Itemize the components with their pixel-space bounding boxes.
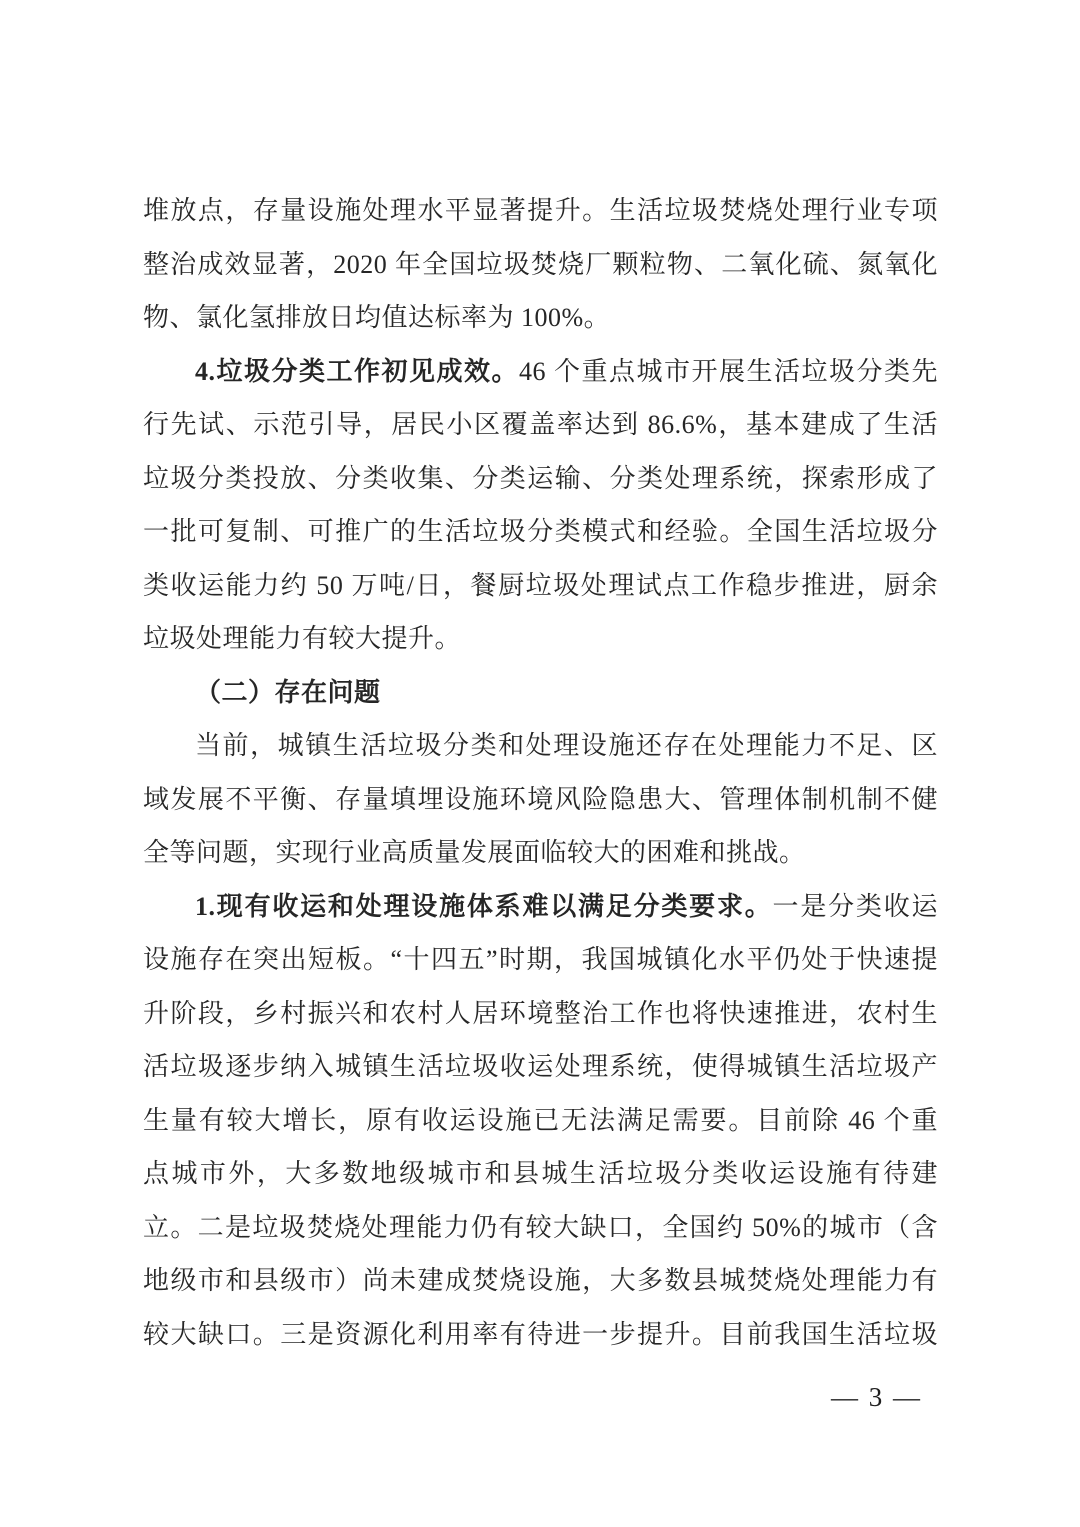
text-line [143,184,938,238]
text-line [143,933,938,987]
body-text: 地级市和县级市）尚未建成焚烧设施，大多数县城焚烧处理能力有 [143,1266,938,1295]
body-text: 类收运能力约 50 万吨/日，餐厨垃圾处理试点工作稳步推进，厨余 [143,570,938,600]
text-line [143,345,938,399]
document-body [143,184,938,1361]
body-text: 垃圾处理能力有较大提升。 [143,624,462,653]
text-line [143,773,938,827]
text-line [143,719,938,773]
body-text: 设施存在突出短板。“十四五”时期，我国城镇化水平仍处于快速提 [143,945,938,974]
body-text: 活垃圾逐步纳入城镇生活垃圾收运处理系统，使得城镇生活垃圾产 [143,1052,938,1081]
body-text: 当前，城镇生活垃圾分类和处理设施还存在处理能力不足、区 [195,731,938,760]
text-line [143,987,938,1041]
text-line [143,452,938,506]
text-line [143,238,938,292]
body-text: 行先试、示范引导，居民小区覆盖率达到 86.6%，基本建成了生活 [143,410,938,439]
body-text: 立。二是垃圾焚烧处理能力仍有较大缺口，全国约 50%的城市（含 [143,1212,938,1242]
body-text: 物、氯化氢排放日均值达标率为 100%。 [143,303,611,332]
emphasis-text: （二）存在问题 [195,677,381,707]
text-line [143,398,938,452]
body-text: 升阶段，乡村振兴和农村人居环境整治工作也将快速推进，农村生 [143,998,938,1028]
body-text: 生量有较大增长，原有收运设施已无法满足需要。目前除 46 个重 [143,1105,938,1135]
text-line [143,826,938,880]
body-text: 一批可复制、可推广的生活垃圾分类模式和经验。全国生活垃圾分 [143,517,938,546]
text-line [143,612,938,666]
text-line [143,1040,938,1094]
body-text: 点城市外，大多数地级城市和县城生活垃圾分类收运设施有待建 [143,1159,938,1188]
text-line [143,559,938,613]
body-text: 全等问题，实现行业高质量发展面临较大的困难和挑战。 [143,838,806,867]
text-line [143,1254,938,1308]
text-line [143,505,938,559]
body-text: 垃圾分类投放、分类收集、分类运输、分类处理系统，探索形成了 [143,463,938,493]
text-line [143,1201,938,1255]
page-number: — 3 — [831,1382,922,1412]
text-line [143,666,938,720]
emphasis-text: 4.垃圾分类工作初见成效。 [195,356,519,386]
body-text: 一是分类收运 [772,891,938,921]
text-line [143,1147,938,1201]
body-text: 域发展不平衡、存量填埋设施环境风险隐患大、管理体制机制不健 [143,784,938,814]
text-line [143,1308,938,1362]
body-text: 较大缺口。三是资源化利用率有待进一步提升。目前我国生活垃圾 [143,1319,938,1349]
body-text: 堆放点，存量设施处理水平显著提升。生活垃圾焚烧处理行业专项 [143,196,938,225]
emphasis-text: 1.现有收运和处理设施体系难以满足分类要求。 [195,891,773,921]
body-text: 整治成效显著，2020 年全国垃圾焚烧厂颗粒物、二氧化硫、氮氧化 [143,249,938,279]
text-line [143,1094,938,1148]
text-line [143,880,938,934]
body-text: 46 个重点城市开展生活垃圾分类先 [519,356,938,386]
text-line [143,291,938,345]
